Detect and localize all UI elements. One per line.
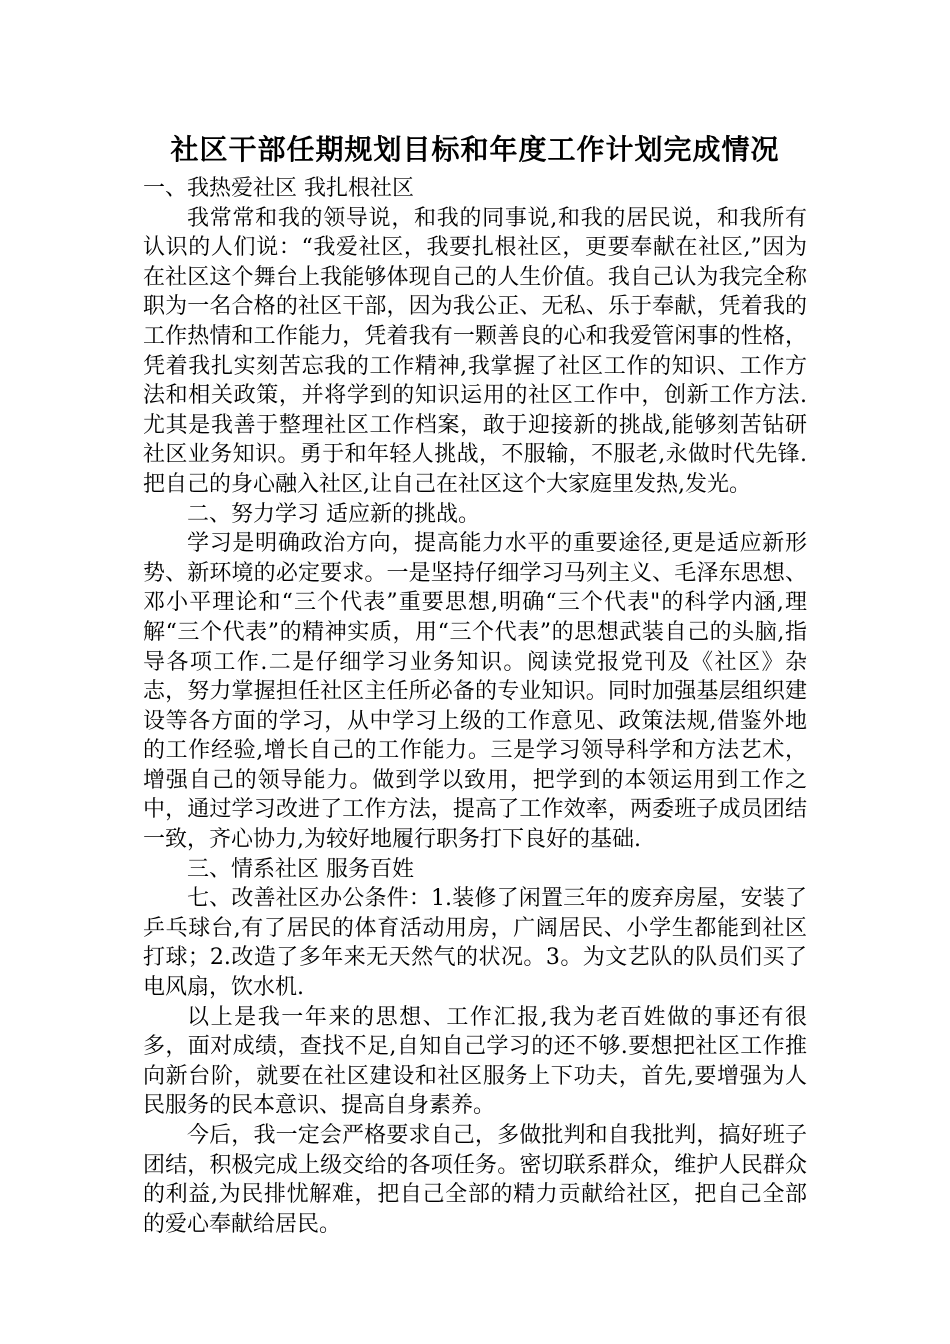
closing-paragraph: 今后，我一定会严格要求自己，多做批判和自我批判，搞好班子团结，积极完成上级交给的各项任务。密切联系群众，维护人民群众的利益,为民排忧解难，把自己全部的精力贡献给社区，把自己全部的爱心奉献给居民。 (143, 1123, 807, 1237)
summary-paragraph: 以上是我一年来的思想、工作汇报,我为老百姓做的事还有很多，面对成绩，查找不足,自知自己学习的还不够.要想把社区工作推向新台阶，就要在社区建设和社区服务上下功夫，首先,要增强为人民服务的民本意识、提高自身素养。 (143, 1004, 807, 1119)
document-title: 社区干部任期规划目标和年度工作计划完成情况 (170, 133, 780, 166)
section-heading-3: 三、情系社区 服务百姓 (187, 856, 414, 882)
document-page (143, 130, 807, 1239)
section-paragraph-2: 学习是明确政治方向，提高能力水平的重要途径,更是适应新形势、新环境的必定要求。一是坚持仔细学习马列主义、毛泽东思想、邓小平理论和“三个代表”重要思想,明确“三个代表"的科学内涵,理解“三个代表”的精神实质，用“三个代表”的思想武装自己的头脑,指导各项工作.二是仔细学习业务知识。阅读党报党刊及《社区》杂志，努力掌握担任社区主任所必备的专业知识。同时加强基层组织建设等各方面的学习，从中学习上级的工作意见、政策法规,借鉴外地的工作经验,增长自己的工作能力。三是学习领导科学和方法艺术，增强自己的领导能力。做到学以致用，把学到的本领运用到工作之中，通过学习改进了工作方法，提高了工作效率，两委班子成员团结一致，齐心协力,为较好地履行职务打下良好的基础. (143, 531, 807, 853)
section-paragraph-3: 七、改善社区办公条件：1.装修了闲置三年的废弃房屋，安装了乒乓球台,有了居民的体育活动用房，广阔居民、小学生都能到社区打球；2.改造了多年来无天然气的状况。3。为文艺队的队员们买了电风扇，饮水机. (143, 886, 807, 1001)
section-heading-1: 一、我热爱社区 我扎根社区 (143, 176, 414, 201)
section-paragraph-1: 我常常和我的领导说，和我的同事说,和我的居民说，和我所有认识的人们说：“我爱社区，我要扎根社区，更要奉献在社区,”因为在社区这个舞台上我能够体现自己的人生价值。我自己认为我完全称职为一名合格的社区干部，因为我公正、无私、乐于奉献，凭着我的工作热情和工作能力，凭着我有一颗善良的心和我爱管闲事的性格，凭着我扎实刻苦忘我的工作精神,我掌握了社区工作的知识、工作方法和相关政策，并将学到的知识运用的社区工作中，创新工作方法.尤其是我善于整理社区工作档案，敢于迎接新的挑战,能够刻苦钻研社区业务知识。勇于和年轻人挑战，不服输，不服老,永做时代先锋.把自己的身心融入社区,让自己在社区这个大家庭里发热,发光。 (143, 205, 807, 497)
section-heading-2: 二、努力学习 适应新的挑战。 (187, 501, 480, 527)
